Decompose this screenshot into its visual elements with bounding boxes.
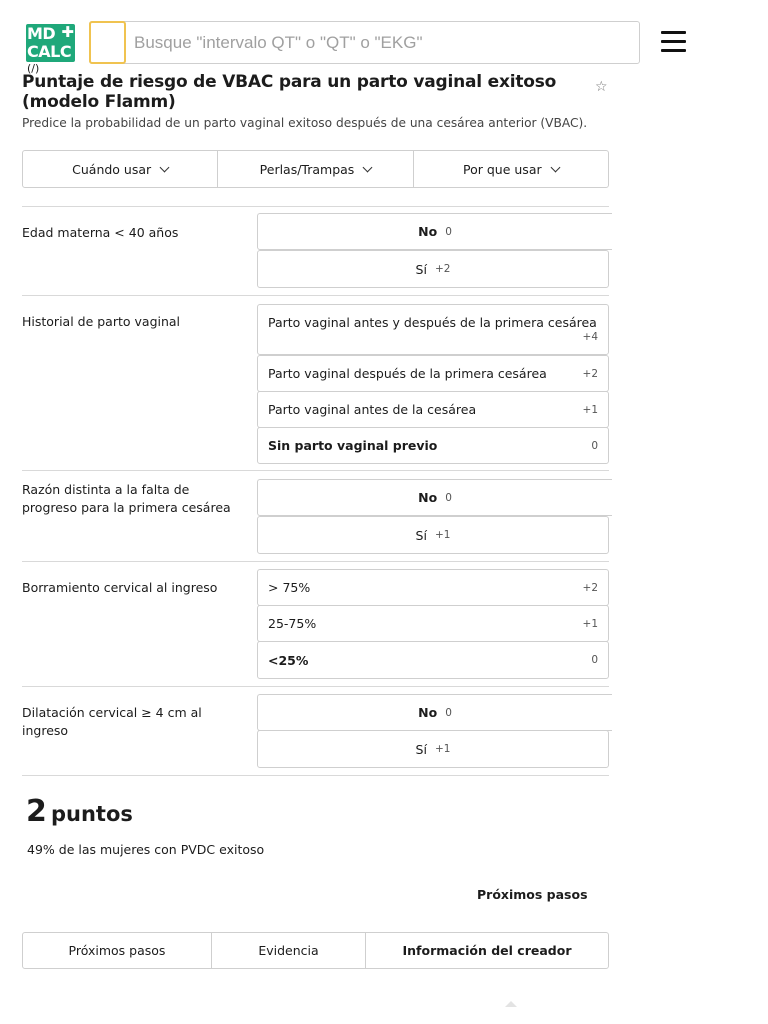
- page-subtitle: Predice la probabilidad de un parto vaginal exitoso después de una cesárea anterior (VBAC).: [22, 116, 588, 130]
- option-dilation-yes[interactable]: Sí +1: [257, 730, 609, 768]
- tab-when-to-use[interactable]: [23, 151, 218, 187]
- info-tabs: [22, 150, 609, 188]
- option-vaginal-before[interactable]: Parto vaginal antes de la cesárea +1: [257, 391, 609, 428]
- favorite-star-icon[interactable]: ☆: [595, 79, 608, 95]
- option-effacement-under-25[interactable]: <25% 0: [257, 641, 609, 679]
- divider: [22, 686, 609, 687]
- divider: [22, 295, 609, 296]
- question-maternal-age: Edad materna < 40 años: [22, 225, 179, 240]
- mdcalc-logo[interactable]: [26, 24, 75, 62]
- tab-why-use[interactable]: [414, 151, 608, 187]
- option-effacement-over-75[interactable]: > 75% +2: [257, 569, 609, 606]
- logo-text-calc: CALC: [27, 42, 72, 61]
- logo-text-md: MD: [27, 24, 56, 43]
- plus-icon: ✚: [61, 24, 74, 41]
- option-other-reason-yes[interactable]: Sí +1: [257, 516, 609, 554]
- scroll-up-icon[interactable]: [505, 1001, 517, 1007]
- search-bar: [89, 21, 640, 64]
- divider: [22, 470, 609, 471]
- option-maternal-age-no[interactable]: No 0: [257, 213, 612, 250]
- question-vaginal-history: Historial de parto vaginal: [22, 314, 181, 329]
- tab-label: Perlas/Trampas: [259, 161, 355, 177]
- tab-label: Por que usar: [463, 161, 542, 177]
- next-steps-link[interactable]: Próximos pasos: [477, 887, 588, 902]
- tab-pearls-pitfalls[interactable]: [218, 151, 413, 187]
- menu-icon[interactable]: [661, 31, 686, 53]
- option-dilation-no[interactable]: No 0: [257, 694, 612, 731]
- question-cervical-dilation: Dilatación cervical ≥ 4 cm al ingreso: [22, 705, 202, 738]
- divider: [22, 561, 609, 562]
- chevron-down-icon: [550, 162, 560, 172]
- option-effacement-25-75[interactable]: 25-75% +1: [257, 605, 609, 642]
- result-score: 2: [26, 794, 47, 829]
- tab-label: Cuándo usar: [72, 161, 152, 177]
- chevron-down-icon: [160, 162, 170, 172]
- option-vaginal-before-after[interactable]: Parto vaginal antes y después de la primera cesárea +4: [257, 304, 609, 355]
- divider: [22, 775, 609, 776]
- tab-next-steps[interactable]: Próximos pasos: [23, 933, 212, 968]
- question-cervical-effacement: Borramiento cervical al ingreso: [22, 580, 218, 595]
- home-link[interactable]: (/): [27, 62, 40, 75]
- option-maternal-age-yes[interactable]: Sí +2: [257, 250, 609, 288]
- bottom-tabs: [22, 932, 609, 969]
- chevron-down-icon: [363, 162, 373, 172]
- tab-evidence[interactable]: Evidencia: [212, 933, 366, 968]
- search-input[interactable]: [134, 22, 634, 63]
- result-unit: puntos: [51, 802, 133, 826]
- divider: [22, 206, 609, 207]
- option-other-reason-no[interactable]: No 0: [257, 479, 612, 516]
- page-title: Puntaje de riesgo de VBAC para un parto vaginal exitoso (modelo Flamm): [22, 72, 557, 112]
- result-description: 49% de las mujeres con PVDC exitoso: [27, 842, 265, 857]
- option-no-vaginal[interactable]: Sin parto vaginal previo 0: [257, 427, 609, 464]
- option-vaginal-after[interactable]: Parto vaginal después de la primera cesárea +2: [257, 355, 609, 392]
- tab-creator-info[interactable]: Información del creador: [402, 943, 572, 958]
- question-other-reason: Razón distinta a la falta de progreso para la primera cesárea: [22, 482, 231, 515]
- search-focus-box[interactable]: [89, 21, 126, 64]
